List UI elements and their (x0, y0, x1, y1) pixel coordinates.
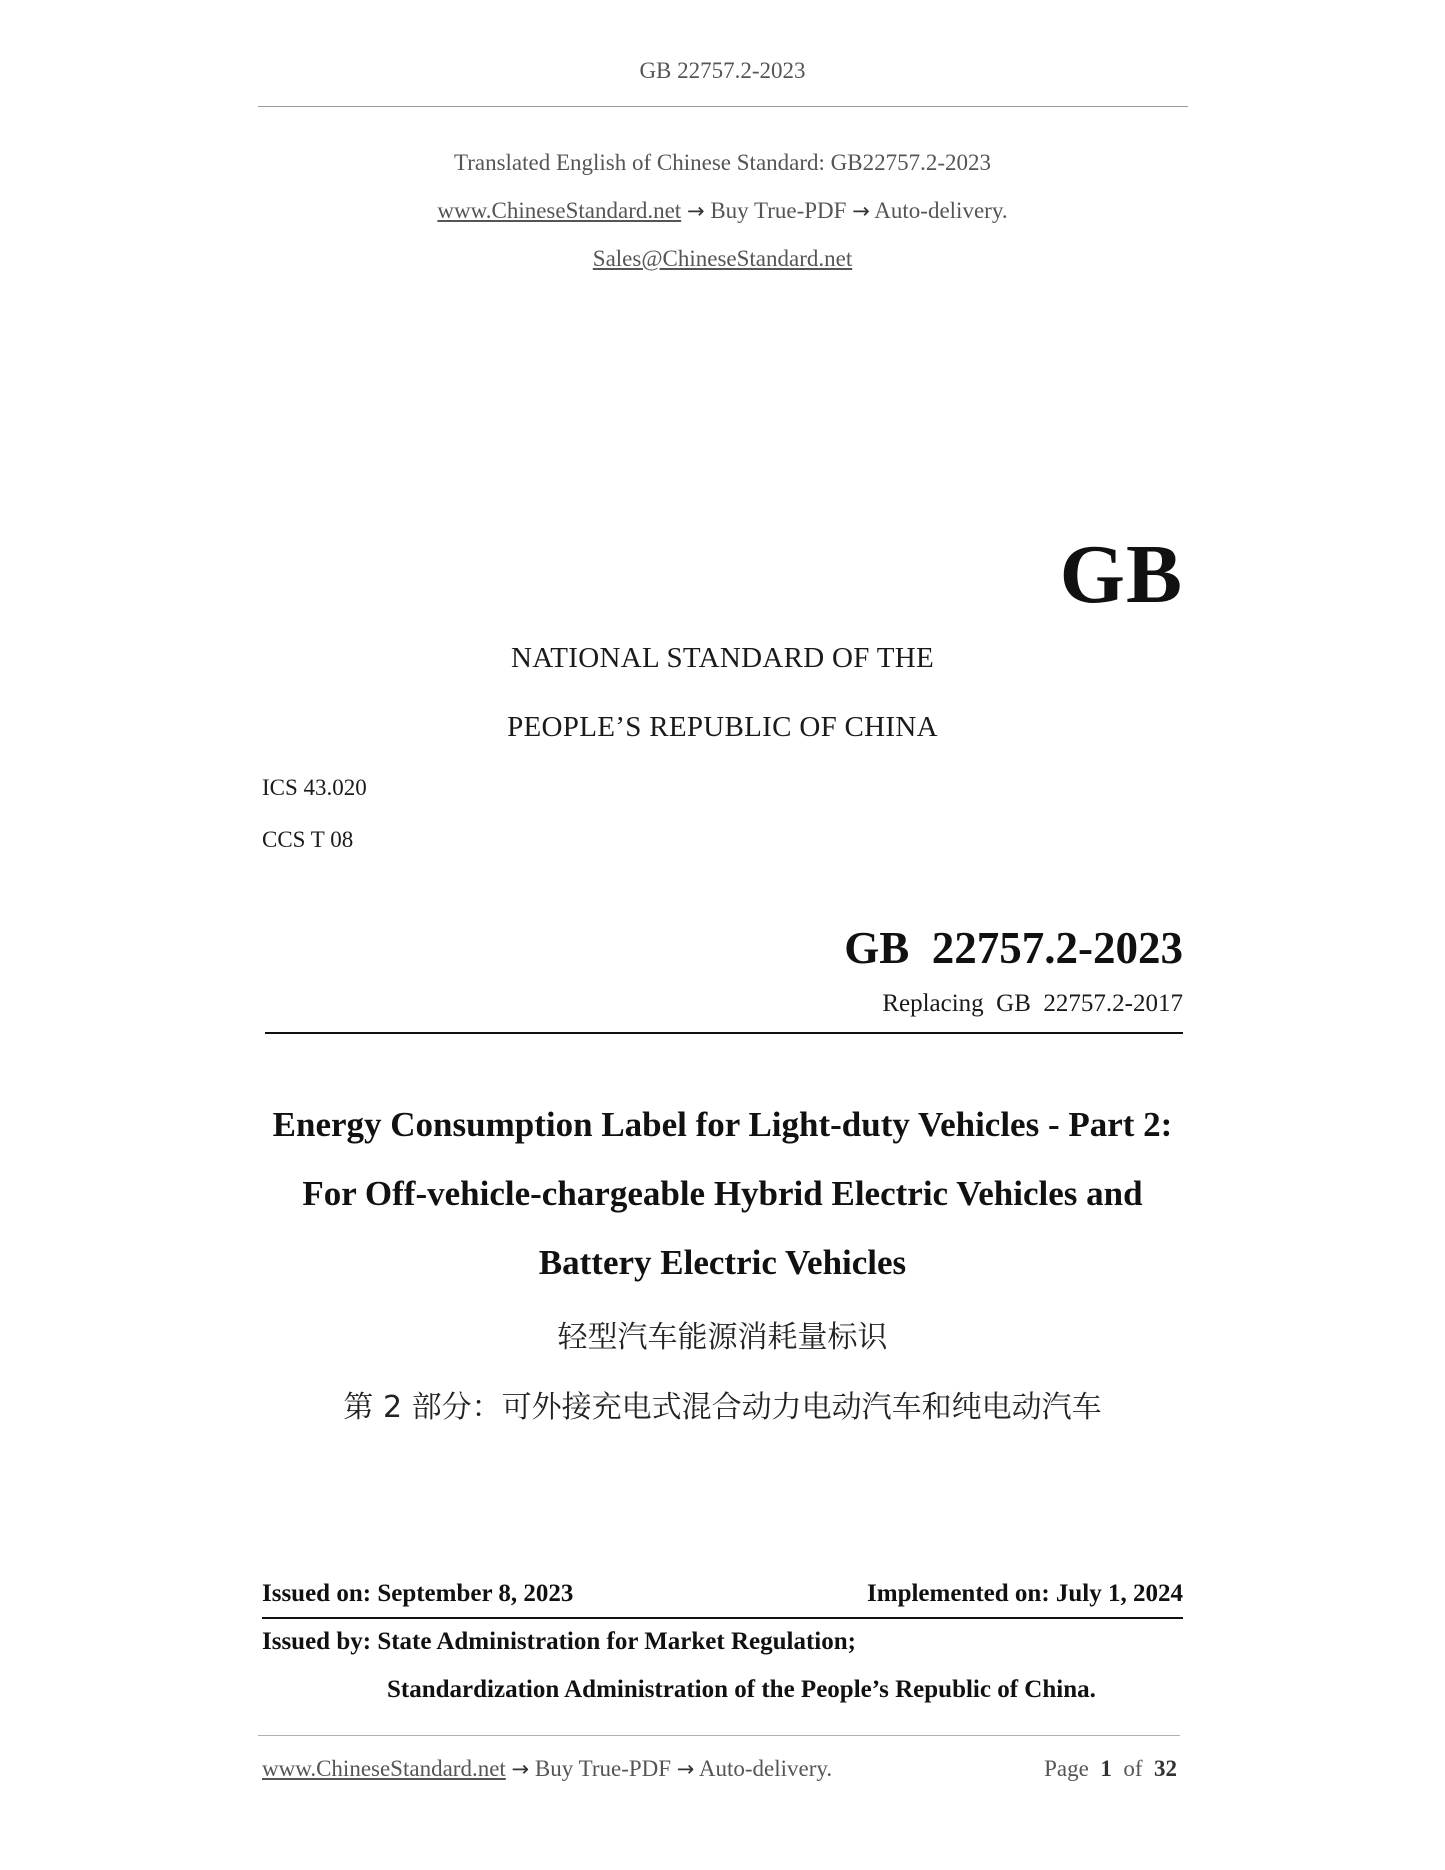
sales-line (0, 246, 1445, 272)
standard-divider (265, 1032, 1183, 1034)
issuance-divider (262, 1617, 1183, 1619)
arrow-right-icon: → (511, 1757, 530, 1781)
footer-delivery-text: Auto-delivery. (698, 1756, 833, 1781)
gb-logo: GB (1059, 528, 1183, 621)
ics-code: ICS 43.020 (262, 775, 367, 800)
purchase-line (0, 198, 1445, 224)
national-standard-line2: PEOPLE’S REPUBLIC OF CHINA (507, 711, 938, 743)
replacing-standard: Replacing GB 22757.2-2017 (882, 990, 1183, 1017)
page-of: of (1123, 1756, 1143, 1781)
sales-email-link[interactable]: Sales@ChineseStandard.net (592, 246, 853, 271)
issued-on: Issued on: September 8, 2023 (262, 1580, 574, 1607)
arrow-right-icon: → (852, 199, 870, 223)
national-standard-line1: NATIONAL STANDARD OF THE (511, 642, 934, 674)
running-header: GB 22757.2-2023 (639, 58, 806, 83)
title-line2: For Off-vehicle-chargeable Hybrid Electric Vehicles and (302, 1174, 1143, 1213)
standard-number: GB 22757.2-2023 (844, 923, 1183, 973)
footer-buy-text: Buy True-PDF (534, 1756, 672, 1781)
page-indicator (1044, 1756, 1177, 1782)
footer-site-link[interactable]: www.ChineseStandard.net (262, 1756, 506, 1781)
chinese-title-line1: 轻型汽车能源消耗量标识 (557, 1320, 888, 1355)
arrow-right-icon: → (686, 199, 705, 223)
footer-purchase-line (262, 1756, 832, 1782)
page-label: Page (1044, 1756, 1089, 1781)
buy-text: Buy True-PDF (710, 198, 847, 223)
issued-by-secondary: Standardization Administration of the People’s Republic of China. (387, 1676, 1096, 1703)
chinese-title-line2: 第 2 部分：可外接充电式混合动力电动汽车和纯电动汽车 (343, 1390, 1102, 1425)
translation-notice: Translated English of Chinese Standard: GB22757.2-2023 (453, 150, 992, 175)
ccs-code: CCS T 08 (262, 827, 354, 852)
header-divider (258, 106, 1188, 107)
issued-by: Issued by: State Administration for Market Regulation; (262, 1628, 856, 1655)
implemented-on: Implemented on: July 1, 2024 (867, 1580, 1183, 1607)
title-line3: Battery Electric Vehicles (538, 1243, 907, 1282)
site-link[interactable]: www.ChineseStandard.net (437, 198, 682, 223)
page-current: 1 (1100, 1756, 1112, 1781)
page-total: 32 (1154, 1756, 1177, 1781)
delivery-text: Auto-delivery. (874, 198, 1008, 223)
footer-divider (258, 1735, 1180, 1736)
title-line1: Energy Consumption Label for Light-duty Vehicles - Part 2: (272, 1105, 1173, 1144)
arrow-right-icon: → (676, 1757, 695, 1781)
